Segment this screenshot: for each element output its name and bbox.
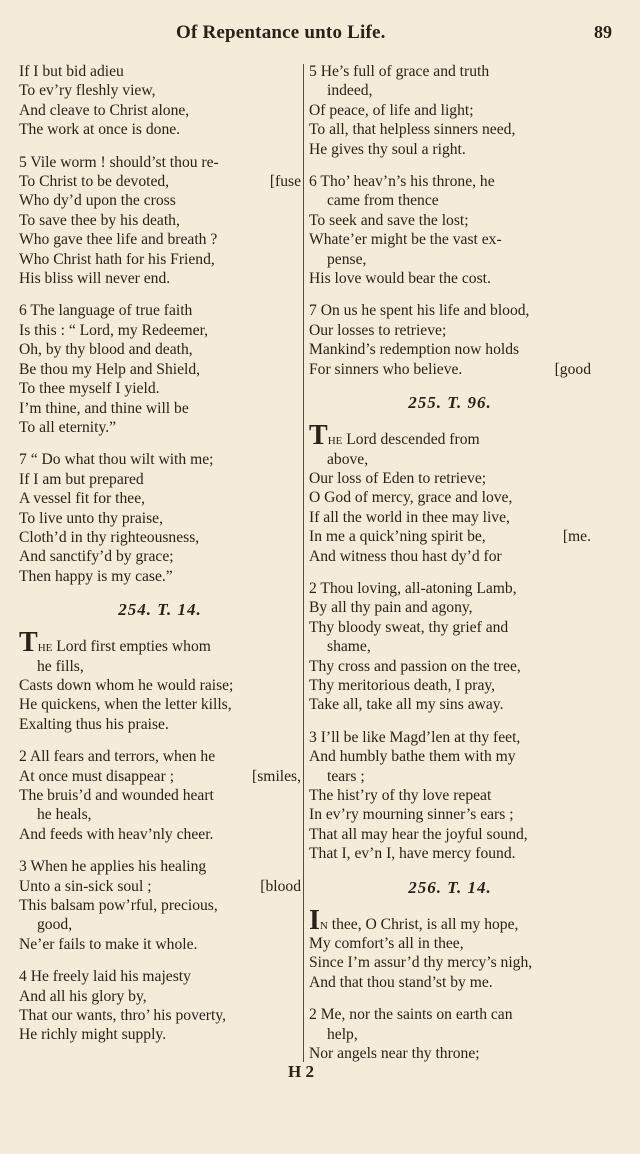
stanza (309, 728, 591, 864)
drop-capital: T (19, 627, 38, 659)
verse-line: 2 All fears and terrors, when he (19, 748, 216, 766)
verse-line: He quickens, when the letter kills, (19, 696, 232, 714)
verse-line: To all, that helpless sinners need, (309, 121, 516, 139)
verse-line (19, 627, 301, 659)
verse-line: 7 On us he spent his life and blood, (309, 302, 530, 320)
verse-line: 6 Tho’ heav’n’s his throne, he (309, 173, 495, 191)
drop-capital: I (309, 904, 320, 936)
verse-line: shame, (327, 638, 371, 656)
verse-line-carryover: [fuse (269, 173, 301, 191)
verse-line: Thy cross and passion on the tree, (309, 657, 521, 675)
verse-line: My comfort’s all in thee, (309, 935, 464, 953)
stanza (19, 301, 301, 437)
verse-line: Thy bloody sweat, thy grief and (309, 618, 509, 636)
verse-line: tears ; (327, 767, 365, 785)
verse-line: 2 Thou loving, all-atoning Lamb, (309, 579, 517, 597)
verse-line: Ne’er fails to make it whole. (19, 935, 198, 953)
verse-line: That I, ev’n I, have mercy found. (309, 845, 516, 863)
stanza (309, 301, 591, 379)
verse-line: He gives thy soul a right. (309, 140, 466, 158)
verse-line: Since I’m assur’d thy mercy’s nigh, (309, 954, 533, 972)
verse-line: Of peace, of life and light; (309, 101, 474, 119)
verse-line: 7 “ Do what thou wilt with me; (19, 451, 214, 469)
verse-line: That our wants, thro’ his poverty, (19, 1007, 227, 1025)
verse-line: 5 He’s full of grace and truth (309, 63, 490, 80)
verse-line-text: Lord descended from (342, 431, 480, 449)
verse-line: A vessel fit for thee, (19, 490, 146, 508)
verse-line: 3 I’ll be like Magd’len at thy feet, (309, 728, 521, 746)
stanza (309, 420, 591, 566)
verse-line: Cloth’d in thy righteousness, (19, 528, 200, 546)
verse-line: I’m thine, and thine will be (19, 399, 189, 417)
verse-line: The bruis’d and wounded heart (19, 787, 214, 804)
verse-line: Who dy’d upon the cross (19, 192, 176, 210)
stanza (19, 967, 301, 1045)
verse-line: Oh, by thy blood and death, (19, 341, 193, 359)
verse-line: If I but bid adieu (19, 63, 124, 80)
verse-line: And humbly bathe them with my (309, 748, 516, 766)
verse-line: If I am but prepared (19, 470, 144, 488)
verse-line: 5 Vile worm ! should’st thou re- (19, 153, 219, 171)
verse-line (19, 767, 301, 786)
verse-line: 3 When he applies his healing (19, 858, 207, 876)
stanza (19, 62, 301, 140)
verse-line: Who Christ hath for his Friend, (19, 250, 215, 268)
verse-line: That all may hear the joyful sound, (309, 825, 528, 843)
hymn-number-heading: 255. T. 96. (408, 393, 492, 413)
stanza (309, 1005, 591, 1063)
verse-line: The work at once is done. (19, 121, 181, 139)
verse-line (309, 904, 591, 936)
verse-line: Take all, take all my sins away. (309, 696, 504, 714)
stanza (19, 627, 301, 734)
stanza (309, 904, 591, 993)
verse-line: In ev’ry mourning sinner’s ears ; (309, 806, 514, 824)
verse-line: This balsam pow’rful, precious, (19, 897, 218, 915)
verse-line: Our loss of Eden to retrieve; (309, 469, 487, 487)
verse-line: Is this : “ Lord, my Redeemer, (19, 321, 209, 339)
verse-line: Be thou my Help and Shield, (19, 360, 201, 378)
verse-line-carryover: [me. (562, 528, 591, 546)
verse-line: Then happy is my case.” (19, 567, 173, 585)
verse-line-carryover: [smiles, (252, 767, 301, 785)
verse-line-text: Unto a sin-sick soul ; (19, 877, 152, 895)
verse-line: came from thence (327, 192, 439, 210)
verse-line: To seek and save the lost; (309, 211, 469, 229)
small-caps-word: n (319, 915, 328, 933)
verse-line: He richly might supply. (19, 1026, 167, 1044)
signature-mark: H 2 (288, 1062, 314, 1081)
verse-line: And all his glory by, (19, 987, 147, 1005)
verse-line: 4 He freely laid his majesty (19, 968, 191, 986)
verse-line: His love would bear the cost. (309, 270, 491, 288)
verse-line: pense, (327, 250, 367, 268)
verse-line: His bliss will never end. (19, 270, 171, 288)
stanza (19, 153, 301, 289)
stanza (309, 172, 591, 288)
verse-line (19, 172, 301, 191)
verse-line: Our losses to retrieve; (309, 321, 447, 339)
verse-line: good, (37, 916, 73, 934)
verse-line-text: At once must disappear ; (19, 767, 175, 785)
verse-line: O God of mercy, grace and love, (309, 489, 513, 507)
verse-line: To all eternity.” (19, 418, 117, 436)
verse-line: And that thou stand’st by me. (309, 973, 493, 991)
small-caps-word: he (37, 638, 53, 656)
verse-line: Exalting thus his praise. (19, 715, 169, 733)
column-divider (303, 64, 304, 1062)
verse-line (309, 420, 591, 452)
stanza (309, 579, 591, 715)
verse-line: If all the world in thee may live, (309, 508, 510, 526)
small-caps-word: he (327, 431, 343, 449)
stanza (19, 857, 301, 954)
verse-line-text: In me a quick’ning spirit be, (309, 528, 486, 546)
verse-line-text: For sinners who believe. (309, 360, 463, 378)
page-number: 89 (594, 22, 612, 42)
verse-line: 2 Me, nor the saints on earth can (309, 1006, 513, 1024)
drop-capital: T (309, 420, 328, 452)
verse-line-carryover: [good (554, 360, 591, 378)
hymn-number-heading: 254. T. 14. (118, 600, 202, 620)
verse-line: By all thy pain and agony, (309, 599, 473, 617)
verse-line: And feeds with heav’nly cheer. (19, 825, 214, 843)
verse-line (309, 527, 591, 546)
verse-line (309, 360, 591, 379)
verse-line: To thee myself I yield. (19, 380, 160, 398)
verse-line: he fills, (37, 657, 84, 675)
verse-line: And sanctify’d by grace; (19, 548, 174, 566)
verse-line: Casts down whom he would raise; (19, 676, 234, 694)
verse-line: To save thee by his death, (19, 211, 180, 229)
verse-line: help, (327, 1025, 358, 1043)
verse-line: Mankind’s redemption now holds (309, 341, 520, 359)
verse-line: Thy meritorious death, I pray, (309, 676, 496, 694)
verse-line: And cleave to Christ alone, (19, 101, 190, 119)
stanza (19, 450, 301, 586)
running-title: Of Repentance unto Life. (176, 22, 386, 43)
verse-line: he heals, (37, 806, 92, 824)
verse-line (19, 877, 301, 896)
verse-line: And witness thou hast dy’d for (309, 547, 502, 565)
left-column (19, 62, 301, 1058)
hymn-number-heading: 256. T. 14. (408, 877, 492, 897)
running-head (0, 22, 640, 50)
verse-line-text: thee, O Christ, is all my hope, (327, 915, 519, 933)
stanza (309, 62, 591, 159)
verse-line: The hist’ry of thy love repeat (309, 787, 492, 804)
verse-line-carryover: [blood (260, 877, 301, 895)
verse-line-text: To Christ to be devoted, (19, 173, 170, 191)
verse-line: Nor angels near thy throne; (309, 1045, 480, 1063)
verse-line: To live unto thy praise, (19, 509, 163, 527)
stanza (19, 747, 301, 844)
verse-line-text: Lord first empties whom (52, 638, 211, 656)
verse-line: Whate’er might be the vast ex- (309, 231, 502, 249)
verse-line: 6 The language of true faith (19, 302, 193, 320)
verse-line: To ev’ry fleshly view, (19, 82, 156, 100)
verse-line: indeed, (327, 82, 373, 100)
verse-line: Who gave thee life and breath ? (19, 231, 218, 249)
right-column (309, 62, 591, 1076)
verse-line: above, (327, 450, 369, 468)
